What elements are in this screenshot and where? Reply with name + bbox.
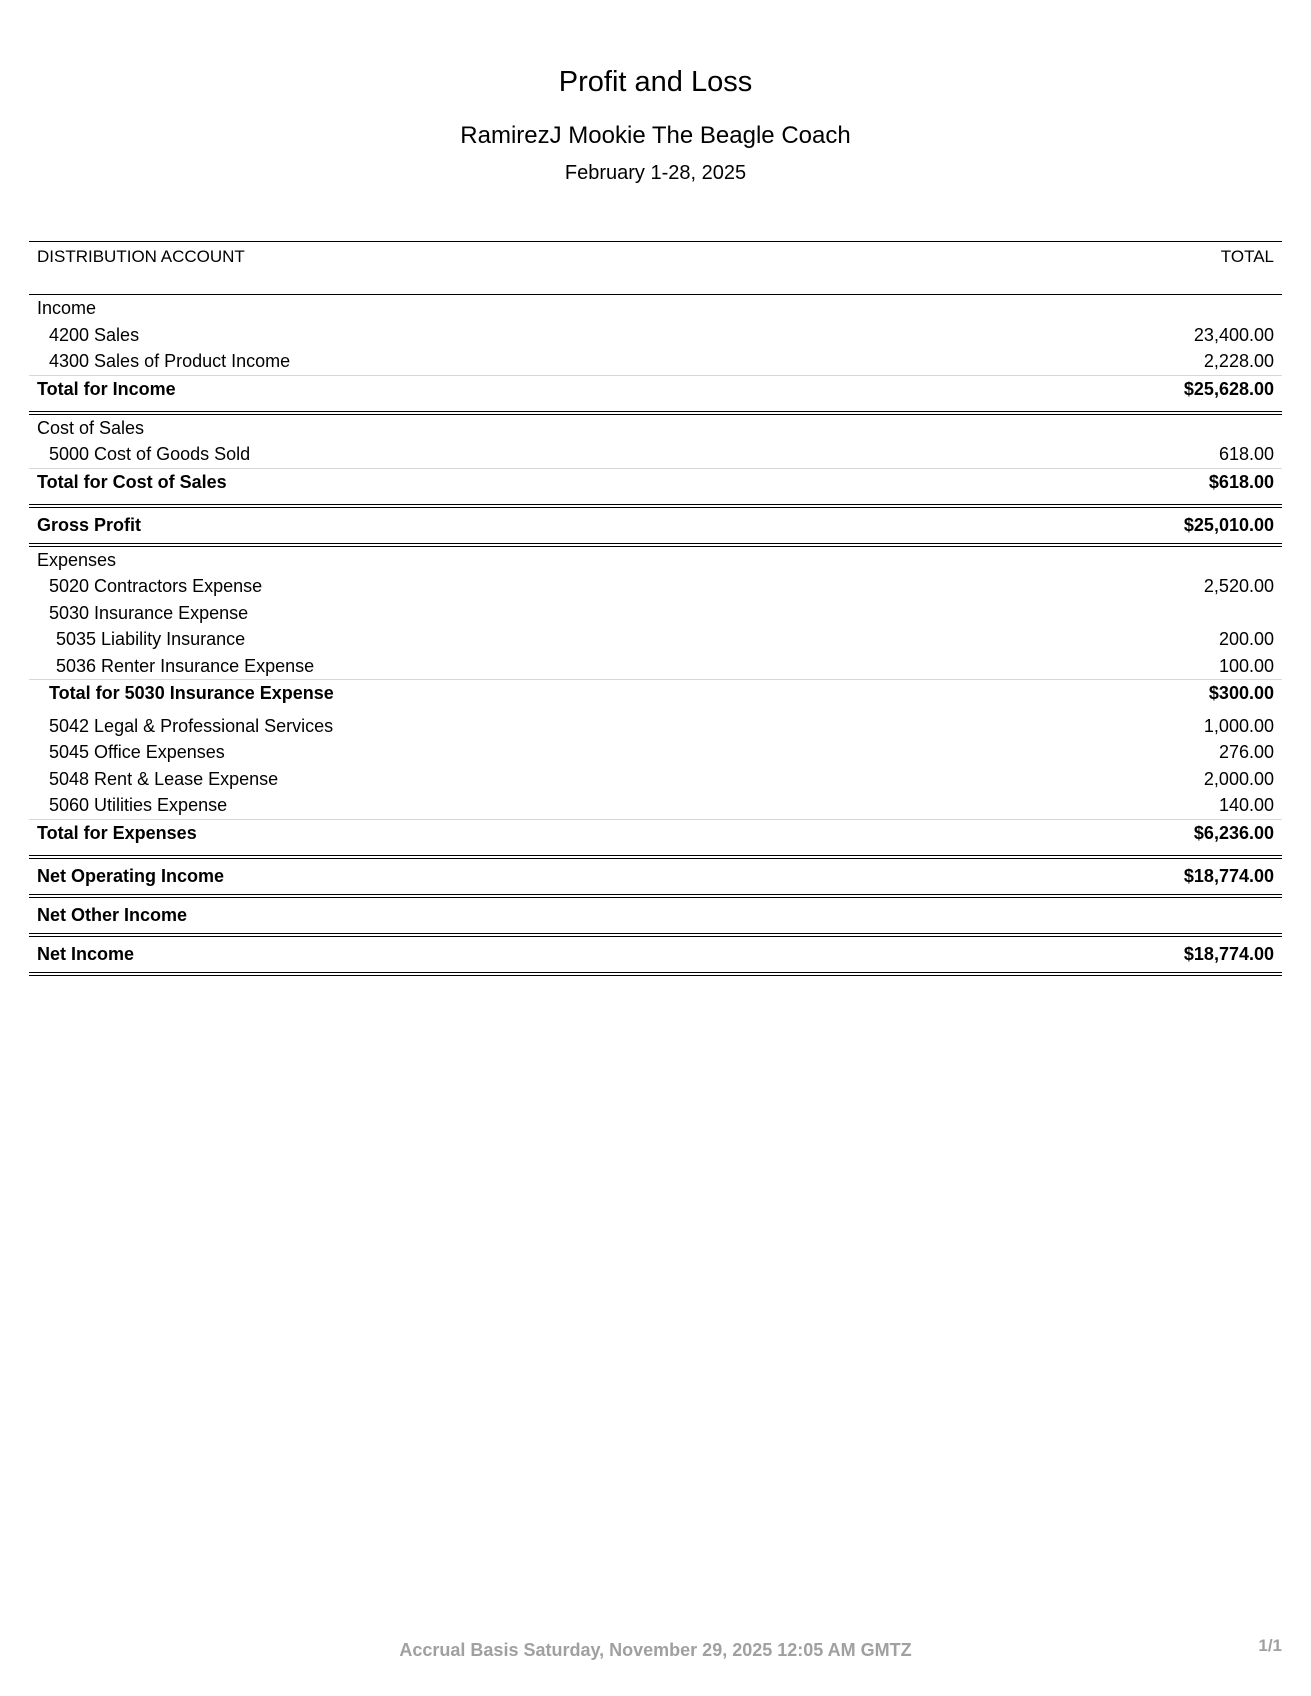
- account-amount: 276.00: [1218, 742, 1274, 762]
- total-amount: $300.00: [1208, 683, 1274, 703]
- table-row: [29, 792, 1282, 819]
- account-label: 5045 Office Expenses: [49, 742, 225, 762]
- summary-amount: $18,774.00: [1183, 865, 1274, 886]
- account-amount: 140.00: [1218, 795, 1274, 815]
- section-label: Income: [37, 298, 97, 318]
- account-amount: 2,520.00: [1203, 576, 1274, 596]
- subgroup-heading-insurance: [29, 600, 1282, 627]
- total-label: Total for 5030 Insurance Expense: [49, 683, 334, 703]
- account-label: 5035 Liability Insurance: [56, 629, 246, 649]
- total-label: Total for Cost of Sales: [37, 471, 227, 492]
- account-label: 4200 Sales: [49, 324, 140, 345]
- total-row-insurance: [29, 679, 1282, 707]
- page-number: 1/1: [1258, 1636, 1282, 1655]
- total-amount: $618.00: [1208, 471, 1274, 492]
- account-label: 5036 Renter Insurance Expense: [56, 655, 315, 676]
- account-amount: 618.00: [1218, 444, 1274, 464]
- summary-label: Net Income: [37, 943, 135, 964]
- total-row-cost-of-sales: [29, 468, 1282, 508]
- total-row-expenses: [29, 819, 1282, 859]
- total-amount: $6,236.00: [1193, 822, 1274, 843]
- report-period: February 1-28, 2025: [564, 162, 747, 184]
- total-label: Total for Expenses: [37, 822, 197, 843]
- column-header-total: TOTAL: [1220, 247, 1274, 266]
- table-row: [29, 713, 1282, 740]
- section-heading-income: [29, 295, 1282, 322]
- section-label: Cost of Sales: [37, 417, 145, 438]
- section-heading-cost-of-sales: [29, 415, 1282, 442]
- summary-label: Gross Profit: [37, 514, 142, 535]
- column-header-account: DISTRIBUTION ACCOUNT: [37, 247, 245, 266]
- gross-profit-row: [29, 508, 1282, 547]
- account-label: 5048 Rent & Lease Expense: [49, 768, 279, 789]
- profit-loss-table: [29, 241, 1282, 976]
- account-label: 5020 Contractors Expense: [49, 576, 263, 596]
- total-amount: $25,628.00: [1183, 378, 1274, 399]
- account-label: 5030 Insurance Expense: [49, 602, 249, 623]
- account-amount: 23,400.00: [1193, 324, 1274, 345]
- report-title: Profit and Loss: [558, 66, 753, 98]
- account-label: 5060 Utilities Expense: [49, 795, 228, 815]
- account-amount: 2,000.00: [1203, 768, 1274, 789]
- table-row: [29, 441, 1282, 468]
- account-amount: 2,228.00: [1203, 351, 1274, 371]
- summary-label: Net Other Income: [37, 904, 188, 925]
- table-row: [29, 766, 1282, 793]
- table-header: [29, 242, 1282, 295]
- account-label: 4300 Sales of Product Income: [49, 351, 291, 371]
- account-amount: 100.00: [1218, 655, 1274, 676]
- company-name: RamirezJ Mookie The Beagle Coach: [460, 122, 851, 149]
- table-row: [29, 348, 1282, 375]
- account-amount: 1,000.00: [1203, 715, 1274, 736]
- table-row: [29, 322, 1282, 349]
- net-operating-income-row: [29, 859, 1282, 898]
- net-other-income-row: [29, 898, 1282, 937]
- table-row: [29, 573, 1282, 600]
- section-heading-expenses: [29, 547, 1282, 574]
- report-footer-basis: Accrual Basis Saturday, November 29, 2025 12:05 AM GMTZ: [399, 1640, 912, 1660]
- account-amount: 200.00: [1218, 629, 1274, 649]
- summary-amount: $25,010.00: [1183, 514, 1274, 535]
- section-label: Expenses: [37, 549, 117, 570]
- total-label: Total for Income: [37, 378, 176, 399]
- table-row: [29, 626, 1282, 653]
- table-row: [29, 653, 1282, 680]
- summary-amount: $18,774.00: [1183, 943, 1274, 964]
- summary-label: Net Operating Income: [37, 865, 225, 886]
- account-label: 5000 Cost of Goods Sold: [49, 444, 251, 464]
- table-row: [29, 739, 1282, 766]
- account-label: 5042 Legal & Professional Services: [49, 715, 334, 736]
- total-row-income: [29, 375, 1282, 415]
- net-income-row: [29, 937, 1282, 976]
